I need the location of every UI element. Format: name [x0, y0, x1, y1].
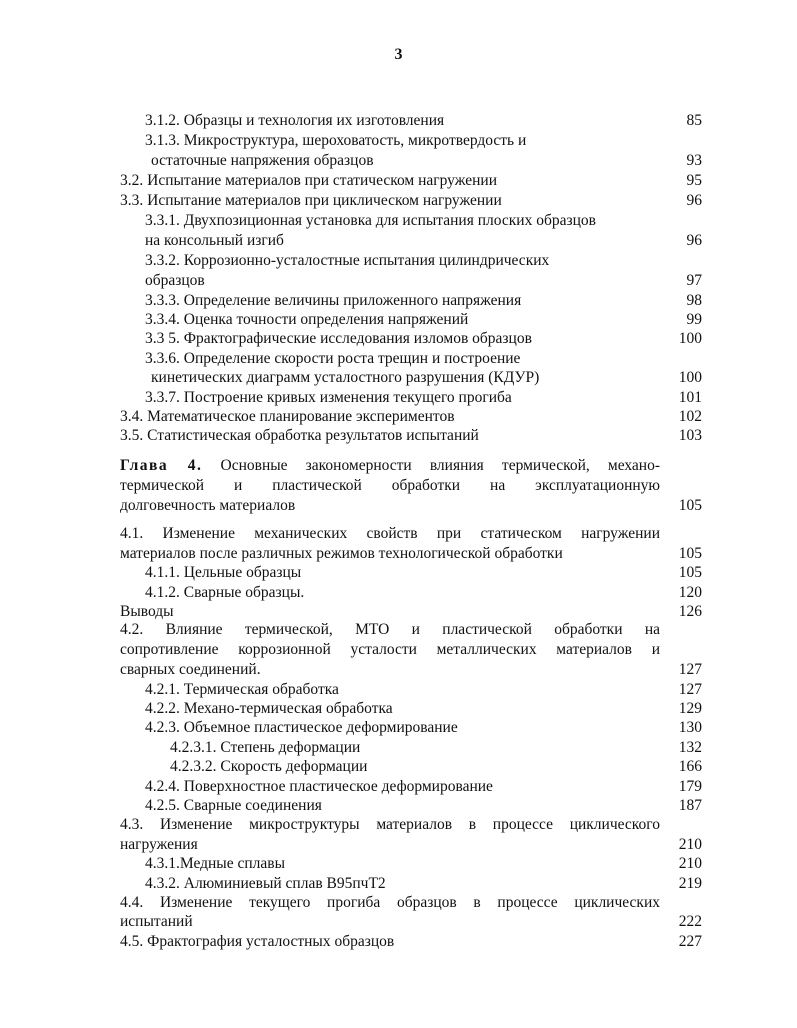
toc-entry-title: 4.2.2. Механо-термическая обработка [145, 700, 393, 717]
toc-entry [151, 368, 539, 387]
toc-page-number: 100 [678, 330, 702, 347]
toc-entry-title: остаточные напряжения образцов [151, 152, 374, 169]
toc-entry [120, 191, 502, 210]
toc-page-number: 130 [678, 719, 702, 736]
toc-entry-title: долговечность материалов [120, 497, 296, 514]
chapter-label: Глава 4. [120, 457, 203, 474]
toc-entry-title: 4.2.3.2. Скорость деформации [170, 758, 368, 775]
toc-entry [145, 796, 322, 815]
toc-entry-title: испытаний [120, 913, 193, 930]
toc-page-number: 103 [678, 427, 702, 444]
toc-page-number: 227 [678, 933, 702, 950]
toc-entry [145, 329, 532, 348]
toc-page-number: 219 [678, 875, 702, 892]
toc-entry [145, 680, 339, 699]
toc-entry [145, 854, 285, 873]
toc-page-number: 132 [678, 739, 702, 756]
toc-page-number: 95 [686, 172, 702, 189]
toc-entry [145, 271, 205, 290]
toc-entry [120, 426, 479, 445]
toc-entry-title: 4.2.4. Поверхностное пластическое деформирование [145, 778, 493, 795]
toc-page-number: 127 [678, 661, 702, 678]
toc-entry-title: 4.2.5. Сварные соединения [145, 797, 322, 814]
toc-entry [170, 757, 367, 776]
toc-entry-title: образцов [145, 272, 205, 289]
toc-entry [145, 583, 304, 602]
toc-entry-title: нагружения [120, 836, 198, 853]
toc-entry [145, 874, 386, 893]
toc-page-number: 210 [678, 855, 702, 872]
toc-entry-title: 3.3.6. Определение скорости роста трещин и построение [145, 350, 521, 367]
toc-page-number: 127 [678, 681, 702, 698]
toc-entry-title: 4.2. Влияние термической, МТО и пластической обработки на [120, 621, 660, 638]
toc-entry [151, 151, 374, 170]
toc-page-number: 93 [686, 152, 702, 169]
toc-entry-title: на консольный изгиб [145, 232, 284, 249]
toc-page-number: 96 [686, 192, 702, 209]
toc-entry-title: кинетических диаграмм усталостного разрушения (КДУР) [151, 369, 540, 386]
toc-entry-title: 4.2.3.1. Степень деформации [170, 739, 361, 756]
toc-entry-title: термической и пластической обработки на эксплуатационную [120, 477, 660, 494]
toc-entry [145, 310, 468, 329]
toc-entry [120, 893, 660, 912]
toc-entry [170, 738, 360, 757]
toc-entry-title: 3.2. Испытание материалов при статическом нагружении [120, 172, 497, 189]
toc-page-number: 97 [686, 272, 702, 289]
toc-page-number: 99 [686, 311, 702, 328]
toc-entry-title: 3.3 5. Фрактографические исследования изломов образцов [145, 330, 532, 347]
toc-page-number: 120 [678, 584, 702, 601]
toc-entry-title: 4.4. Изменение текущего прогиба образцов в процессе циклических [120, 894, 660, 911]
toc-entry [120, 835, 198, 854]
toc-entry-title: 4.5. Фрактография усталостных образцов [120, 933, 395, 950]
toc-entry [120, 476, 660, 495]
toc-entry-title: 4.2.3. Объемное пластическое деформирование [145, 719, 458, 736]
toc-page-number: 166 [678, 758, 702, 775]
toc-entry [145, 388, 512, 407]
toc-page-number: 222 [678, 913, 702, 930]
toc-entry [120, 456, 660, 475]
toc-page-number: 179 [678, 778, 702, 795]
toc-entry [145, 211, 596, 230]
toc-entry [120, 524, 660, 543]
toc-entry-title: 3.3.4. Оценка точности определения напряжений [145, 311, 469, 328]
toc-page-number: 85 [686, 112, 702, 129]
toc-entry-title: 3.3. Испытание материалов при циклическом нагружении [120, 192, 502, 209]
toc-entry-title: сварных соединений. [120, 661, 261, 678]
toc-entry [145, 699, 393, 718]
toc-entry [120, 496, 295, 515]
toc-entry [120, 912, 193, 931]
toc-entry-title: 3.3.7. Построение кривых изменения текущего прогиба [145, 389, 512, 406]
toc-page-number: 105 [678, 497, 702, 514]
toc-entry [145, 718, 458, 737]
toc-page-number: 129 [678, 700, 702, 717]
toc-entry [145, 563, 301, 582]
toc-entry-title: материалов после различных режимов технологической обработки [120, 545, 563, 562]
toc-page-number: 98 [686, 292, 702, 309]
toc-entry-title: 4.2.1. Термическая обработка [145, 681, 339, 698]
toc-entry [120, 620, 660, 639]
toc-entry [145, 777, 493, 796]
toc-entry [145, 349, 520, 368]
toc-page-number: 100 [678, 369, 702, 386]
toc-entry [120, 171, 497, 190]
toc-entry [120, 602, 174, 621]
toc-page-number: 126 [678, 603, 702, 620]
toc-entry-title: сопротивление коррозионной усталости металлических материалов и [120, 641, 660, 658]
toc-entry-title: 4.3.1.Медные сплавы [145, 855, 285, 872]
toc-entry-title: 4.3.2. Алюминиевый сплав В95пчТ2 [145, 875, 386, 892]
toc-entry [120, 660, 261, 679]
toc-entry [145, 131, 526, 150]
toc-entry-title: 3.5. Статистическая обработка результатов испытаний [120, 427, 479, 444]
toc-page-number: 102 [678, 408, 702, 425]
toc-page-number: 105 [678, 545, 702, 562]
toc-entry [145, 231, 284, 250]
toc-entry-title: 4.1.2. Сварные образцы. [145, 584, 305, 601]
toc-entry [145, 291, 521, 310]
toc-page-number: 101 [678, 389, 702, 406]
toc-page-number: 187 [678, 797, 702, 814]
toc-entry [120, 407, 455, 426]
toc-page-number: 96 [686, 232, 702, 249]
toc-entry [120, 815, 660, 834]
toc-entry [145, 111, 444, 130]
page-number: 3 [394, 46, 403, 63]
toc-entry-title: Основные закономерности влияния термической, механо- [220, 457, 661, 474]
toc-entry [120, 640, 660, 659]
toc-entry-title: 3.3.2. Коррозионно-усталостные испытания цилиндрических [145, 252, 550, 269]
toc-entry-title: 3.3.1. Двухпозиционная установка для испытания плоских образцов [145, 212, 596, 229]
toc-entry-title: Выводы [120, 603, 174, 620]
toc-entry-title: 4.1.1. Цельные образцы [145, 564, 302, 581]
toc-entry-title: 3.1.2. Образцы и технология их изготовления [145, 112, 445, 129]
toc-entry-title: 3.4. Математическое планирование экспериментов [120, 408, 455, 425]
toc-entry [120, 932, 394, 951]
toc-entry-title: 3.1.3. Микроструктура, шероховатость, микротвердость и [145, 132, 527, 149]
toc-page-number: 210 [678, 836, 702, 853]
toc-page-number: 105 [678, 564, 702, 581]
toc-entry-title: 4.1. Изменение механических свойств при статическом нагружении [120, 525, 660, 542]
toc-entry [120, 544, 563, 563]
toc-entry-title: 4.3. Изменение микроструктуры материалов в процессе циклического [120, 816, 660, 833]
toc-entry [145, 251, 549, 270]
toc-entry-title: 3.3.3. Определение величины приложенного напряжения [145, 292, 522, 309]
